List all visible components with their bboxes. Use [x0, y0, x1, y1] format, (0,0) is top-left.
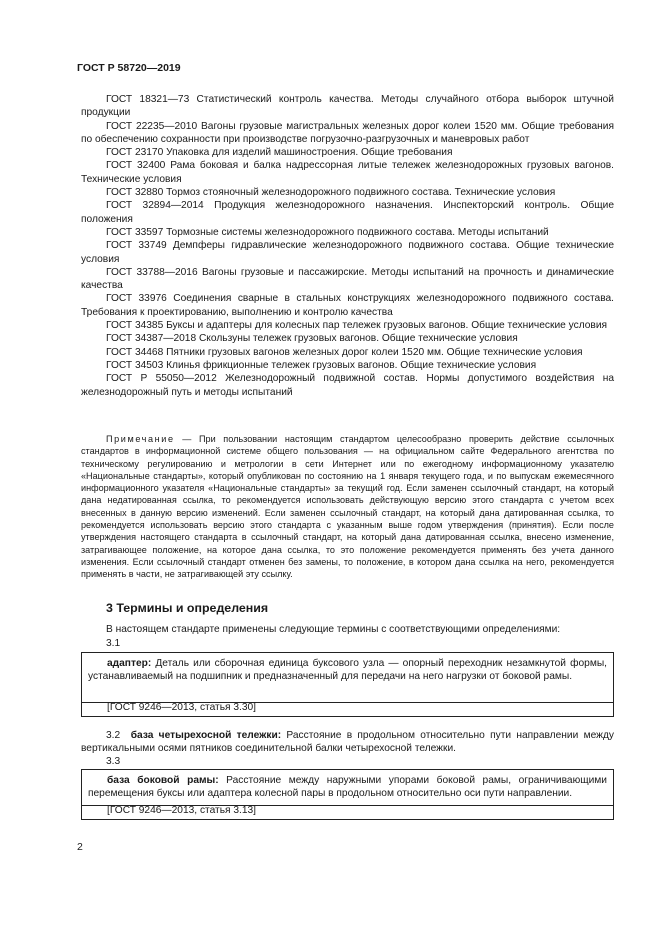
page-number: 2 [77, 841, 83, 853]
term-definition [88, 774, 607, 801]
document-header: ГОСТ Р 58720—2019 [77, 62, 181, 74]
reference-item: ГОСТ 32880 Тормоз стояночный железнодорожного подвижного состава. Технические условия [106, 187, 556, 199]
term-text: Расстояние между наружными упорами боковой рамы, ограничивающими перемещения буксы или адаптера колесной пары в продольном относительно оси пути направлении. [88, 775, 607, 800]
term-number: 3.3 [106, 756, 121, 767]
note-paragraph [81, 433, 614, 581]
reference-item: ГОСТ 23170 Упаковка для изделий машиностроения. Общие требования [106, 147, 453, 159]
term-number: 3.1 [106, 638, 121, 649]
term-text: Расстояние в продольном относительно пути направлении между вертикальными осями пятников соединительной балки четырехосной тележки. [81, 730, 614, 755]
term-text: Деталь или сборочная единица буксового узла — опорный переходник незамкнутой формы, устанавливаемый на подшипник и предназначенный для передачи на него нагрузки от боковой рамы. [88, 658, 607, 683]
term-definition [88, 657, 607, 684]
reference-item: ГОСТ 34387—2018 Скользуны тележек грузовых вагонов. Общие технические условия [106, 333, 518, 345]
section-intro: В настоящем стандарте применены следующие термины с соответствующими определениями: [106, 624, 561, 635]
note-text: — При пользовании настоящим стандартом целесообразно проверить действие ссылочных стандартов в информационной системе общего пользования — на официальном сайте Федерального агентства по техническому регулированию и метрологии в сети Интернет или по ежегодному информационному указателю «Национальные стандарты», который опубликован по состоянию на 1 января текущего года, и по выпускам ежемесячного информационного указателя «Национальные стандарты» за текущий год. Если заменен ссылочный стандарт, на который дана недатированная ссылка, то рекомендуется использовать действующую версию этого стандарта с учетом всех внесенных в данную версию изменений. Если заменен ссылочный стандарт, на который дана датированная ссылка, то рекомендуется использовать версию этого стандарта с указанным выше годом утверждения (принятия). Если после утверждения настоящего стандарта в ссылочный стандарт, на который дана датированная ссылка, внесено изменение, затрагивающее положение, на которое дана ссылка, то это положение рекомендуется применять без учета данного изменения. Если ссылочный стандарт отменен без замены, то положение, в котором дана ссылка на него, рекомендуется применять в части, не затрагивающей эту ссылку. [81, 434, 614, 580]
term-name: база боковой рамы: [107, 775, 219, 786]
reference-item: ГОСТ 33788—2016 Вагоны грузовые и пассажирские. Методы испытаний на прочность и динамические качества [81, 266, 614, 292]
term-name: база четырехосной тележки: [130, 730, 282, 741]
term-number: 3.2 [106, 730, 121, 741]
note-label: Примечание [106, 434, 175, 444]
reference-item: ГОСТ 22235—2010 Вагоны грузовые магистральных железных дорог колеи 1520 мм. Общие требования по обеспечению сохранности при производстве погрузочно-разгрузочных и маневровых работ [81, 120, 614, 145]
term-name: адаптер: [107, 658, 152, 669]
section-title: 3 Термины и определения [106, 601, 269, 615]
reference-item: ГОСТ 33597 Тормозные системы железнодорожного подвижного состава. Методы испытаний [106, 226, 549, 238]
reference-item: ГОСТ 34503 Клинья фрикционные тележек грузовых вагонов. Общие технические условия [106, 359, 537, 371]
reference-item: ГОСТ 33976 Соединения сварные в стальных конструкциях железнодорожного подвижного состава. Требования к проектированию, выполнению и контролю качества [81, 293, 614, 318]
reference-item: ГОСТ 34385 Буксы и адаптеры для колесных пар тележек грузовых вагонов. Общие технические условия [106, 320, 608, 332]
reference-item: ГОСТ 34468 Пятники грузовых вагонов железных дорог колеи 1520 мм. Общие технические условия [106, 346, 583, 358]
reference-item: ГОСТ Р 55050—2012 Железнодорожный подвижной состав. Нормы допустимого воздействия на железнодорожный путь и методы испытаний [81, 373, 614, 398]
term-source: [ГОСТ 9246—2013, статья 3.30] [107, 702, 257, 713]
term-definition-box [81, 652, 614, 717]
term-definition-box [81, 769, 614, 820]
term-source: [ГОСТ 9246—2013, статья 3.13] [107, 805, 257, 816]
reference-item: ГОСТ 18321—73 Статистический контроль качества. Методы случайного отбора выборок штучной продукции [81, 94, 614, 119]
reference-item: ГОСТ 32894—2014 Продукция железнодорожного назначения. Инспекторский контроль. Общие положения [81, 200, 614, 225]
term-definition [81, 729, 614, 756]
reference-item: ГОСТ 33749 Демпферы гидравлические железнодорожного подвижного состава. Общие технические условия [81, 240, 614, 265]
normative-references-list [81, 93, 614, 399]
reference-item: ГОСТ 32400 Рама боковая и балка надрессорная литые тележек железнодорожных грузовых вагонов. Технические условия [81, 160, 614, 185]
